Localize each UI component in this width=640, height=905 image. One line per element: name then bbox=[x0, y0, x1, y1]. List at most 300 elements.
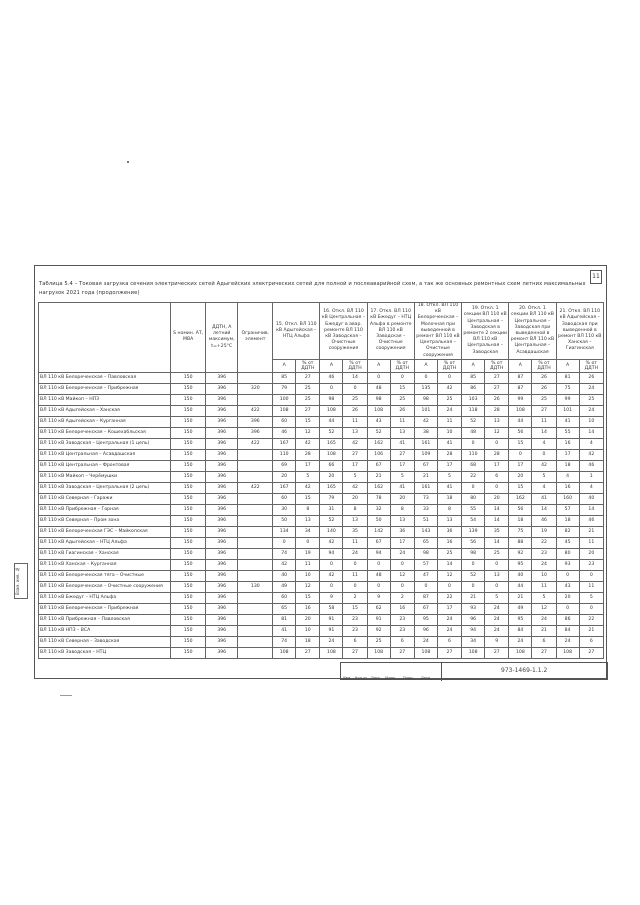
table-row bbox=[39, 625, 604, 636]
amp-value: 51 bbox=[414, 515, 437, 526]
amp-value: 52 bbox=[462, 416, 485, 427]
amp-value: 91 bbox=[320, 625, 343, 636]
amp-value: 41 bbox=[556, 416, 579, 427]
page-number: 11 bbox=[590, 270, 602, 284]
amp-value: 69 bbox=[273, 460, 296, 471]
scan-speck-2 bbox=[60, 695, 72, 696]
percent-value: 23 bbox=[390, 625, 414, 636]
percent-value: 26 bbox=[532, 383, 556, 394]
table-row bbox=[39, 515, 604, 526]
amp-value: 9 bbox=[367, 592, 390, 603]
percent-value: 5 bbox=[579, 592, 603, 603]
amp-value: 31 bbox=[320, 504, 343, 515]
table-row bbox=[39, 526, 604, 537]
amp-value: 160 bbox=[556, 493, 579, 504]
limit-value bbox=[238, 570, 273, 581]
percent-value: 0 bbox=[579, 570, 603, 581]
percent-value: 10 bbox=[437, 427, 461, 438]
percent-value: 41 bbox=[390, 482, 414, 493]
ddtn-value: 396 bbox=[205, 394, 238, 405]
percent-value: 26 bbox=[532, 372, 556, 383]
snom-value: 150 bbox=[171, 570, 206, 581]
percent-value: 36 bbox=[437, 526, 461, 537]
limit-value bbox=[238, 471, 273, 482]
line-name: ВЛ 110 кВ Ханская – Курганная bbox=[39, 559, 171, 570]
percent-value: 23 bbox=[579, 559, 603, 570]
amp-value: 32 bbox=[367, 504, 390, 515]
percent-value: 5 bbox=[390, 471, 414, 482]
limit-value bbox=[238, 592, 273, 603]
limit-value bbox=[238, 460, 273, 471]
amp-value: 18 bbox=[556, 460, 579, 471]
amp-value: 86 bbox=[556, 614, 579, 625]
percent-value: 5 bbox=[343, 471, 367, 482]
percent-value: 27 bbox=[296, 372, 320, 383]
percent-value: 14 bbox=[485, 537, 509, 548]
amp-value: 40 bbox=[509, 570, 532, 581]
line-name: ВЛ 110 кВ Майкоп – Черёмушки bbox=[39, 471, 171, 482]
table-row bbox=[39, 372, 604, 383]
amp-value: 52 bbox=[462, 570, 485, 581]
amp-value: 0 bbox=[367, 372, 390, 383]
limit-value bbox=[238, 603, 273, 614]
percent-value: 12 bbox=[296, 581, 320, 592]
header-amp: А bbox=[273, 359, 296, 372]
ddtn-value: 396 bbox=[205, 570, 238, 581]
percent-value: 6 bbox=[579, 636, 603, 647]
amp-value: 58 bbox=[320, 603, 343, 614]
limit-value bbox=[238, 372, 273, 383]
amp-value: 98 bbox=[462, 548, 485, 559]
amp-value: 110 bbox=[462, 449, 485, 460]
amp-value: 21 bbox=[462, 592, 485, 603]
amp-value: 88 bbox=[509, 537, 532, 548]
ddtn-value: 396 bbox=[205, 372, 238, 383]
line-name: ВЛ 110 кВ Центральная – Асавдашская bbox=[39, 449, 171, 460]
percent-value: 11 bbox=[343, 570, 367, 581]
percent-value: 20 bbox=[579, 548, 603, 559]
percent-value: 27 bbox=[485, 383, 509, 394]
amp-value: 0 bbox=[462, 559, 485, 570]
header-scenario: 15. Откл. ВЛ 110 кВ Адыгейская – НТЦ Альфа bbox=[273, 303, 320, 360]
table-row bbox=[39, 647, 604, 658]
ddtn-value: 396 bbox=[205, 504, 238, 515]
table-row bbox=[39, 427, 604, 438]
percent-value: 8 bbox=[390, 504, 414, 515]
amp-value: 101 bbox=[414, 405, 437, 416]
ddtn-value: 396 bbox=[205, 625, 238, 636]
amp-value: 0 bbox=[414, 372, 437, 383]
amp-value: 20 bbox=[509, 471, 532, 482]
ddtn-value: 396 bbox=[205, 636, 238, 647]
ddtn-value: 396 bbox=[205, 614, 238, 625]
table-row bbox=[39, 559, 604, 570]
amp-value: 139 bbox=[462, 526, 485, 537]
snom-value: 150 bbox=[171, 504, 206, 515]
percent-value: 25 bbox=[296, 383, 320, 394]
amp-value: 42 bbox=[414, 416, 437, 427]
amp-value: 98 bbox=[414, 394, 437, 405]
line-name: ВЛ 110 кВ Заводская – Центральная (2 цепь) bbox=[39, 482, 171, 493]
table-row bbox=[39, 548, 604, 559]
amp-value: 0 bbox=[367, 581, 390, 592]
percent-value: 42 bbox=[296, 482, 320, 493]
amp-value: 103 bbox=[462, 394, 485, 405]
amp-value: 17 bbox=[556, 449, 579, 460]
amp-value: 48 bbox=[462, 427, 485, 438]
percent-value: 8 bbox=[343, 504, 367, 515]
amp-value: 38 bbox=[414, 427, 437, 438]
ddtn-value: 396 bbox=[205, 493, 238, 504]
amp-value: 42 bbox=[320, 537, 343, 548]
percent-value: 41 bbox=[437, 482, 461, 493]
table-row bbox=[39, 614, 604, 625]
percent-value: 28 bbox=[296, 449, 320, 460]
ddtn-value: 396 bbox=[205, 537, 238, 548]
percent-value: 18 bbox=[437, 493, 461, 504]
amp-value: 16 bbox=[556, 482, 579, 493]
percent-value: 24 bbox=[532, 559, 556, 570]
percent-value: 27 bbox=[485, 372, 509, 383]
amp-value: 42 bbox=[273, 559, 296, 570]
amp-value: 100 bbox=[273, 394, 296, 405]
ddtn-value: 396 bbox=[205, 460, 238, 471]
percent-value: 20 bbox=[390, 493, 414, 504]
title-block-cell: Подп. bbox=[403, 676, 414, 680]
limit-value bbox=[238, 493, 273, 504]
amp-value: 67 bbox=[414, 460, 437, 471]
snom-value: 150 bbox=[171, 427, 206, 438]
amp-value: 54 bbox=[462, 515, 485, 526]
amp-value: 60 bbox=[273, 592, 296, 603]
amp-value: 162 bbox=[509, 493, 532, 504]
amp-value: 46 bbox=[273, 427, 296, 438]
percent-value: 0 bbox=[532, 449, 556, 460]
percent-value: 0 bbox=[437, 581, 461, 592]
limit-value bbox=[238, 394, 273, 405]
amp-value: 57 bbox=[556, 504, 579, 515]
percent-value: 13 bbox=[296, 515, 320, 526]
amp-value: 56 bbox=[509, 504, 532, 515]
amp-value: 24 bbox=[414, 636, 437, 647]
snom-value: 150 bbox=[171, 559, 206, 570]
amp-value: 101 bbox=[556, 405, 579, 416]
percent-value: 11 bbox=[532, 581, 556, 592]
limit-value bbox=[238, 647, 273, 658]
percent-value: 25 bbox=[390, 394, 414, 405]
amp-value: 50 bbox=[367, 515, 390, 526]
amp-value: 41 bbox=[273, 625, 296, 636]
amp-value: 21 bbox=[414, 471, 437, 482]
percent-value: 1 bbox=[579, 471, 603, 482]
snom-value: 150 bbox=[171, 383, 206, 394]
snom-value: 150 bbox=[171, 647, 206, 658]
amp-value: 85 bbox=[273, 372, 296, 383]
header-scenario: 18. Откл. ВЛ 110 кВ Белореченская – Молочная при выведенной в ремонт ВЛ 110 кВ Центральная – Очистные сооружения bbox=[416, 303, 460, 358]
percent-value: 17 bbox=[485, 460, 509, 471]
header-limit: Ограничив. элемент bbox=[238, 303, 273, 373]
percent-value: 10 bbox=[296, 570, 320, 581]
amp-value: 167 bbox=[273, 438, 296, 449]
percent-value: 27 bbox=[532, 405, 556, 416]
percent-value: 34 bbox=[296, 526, 320, 537]
amp-value: 165 bbox=[320, 482, 343, 493]
percent-value: 27 bbox=[296, 405, 320, 416]
snom-value: 150 bbox=[171, 614, 206, 625]
amp-value: 0 bbox=[320, 383, 343, 394]
table-row bbox=[39, 460, 604, 471]
percent-value: 19 bbox=[296, 548, 320, 559]
percent-value: 8 bbox=[296, 504, 320, 515]
percent-value: 42 bbox=[579, 449, 603, 460]
amp-value: 162 bbox=[367, 482, 390, 493]
percent-value: 22 bbox=[579, 614, 603, 625]
amp-value: 9 bbox=[320, 592, 343, 603]
amp-value: 94 bbox=[367, 548, 390, 559]
header-percent: % от ДДТН bbox=[390, 359, 414, 372]
ddtn-value: 396 bbox=[205, 592, 238, 603]
amp-value: 24 bbox=[556, 636, 579, 647]
amp-value: 82 bbox=[556, 526, 579, 537]
amp-value: 108 bbox=[273, 405, 296, 416]
amp-value: 57 bbox=[414, 559, 437, 570]
amp-value: 106 bbox=[367, 449, 390, 460]
percent-value: 25 bbox=[437, 394, 461, 405]
percent-value: 25 bbox=[579, 394, 603, 405]
table-row bbox=[39, 449, 604, 460]
header-percent: % от ДДТН bbox=[485, 359, 509, 372]
amp-value: 17 bbox=[509, 460, 532, 471]
amp-value: 24 bbox=[509, 636, 532, 647]
percent-value: 22 bbox=[532, 537, 556, 548]
percent-value: 6 bbox=[343, 636, 367, 647]
amp-value: 49 bbox=[509, 603, 532, 614]
percent-value: 16 bbox=[390, 603, 414, 614]
amp-value: 0 bbox=[414, 581, 437, 592]
line-name: ВЛ 110 кВ Адыгейская – Ханская bbox=[39, 405, 171, 416]
amp-value: 34 bbox=[462, 636, 485, 647]
amp-value: 44 bbox=[320, 416, 343, 427]
percent-value: 4 bbox=[532, 482, 556, 493]
percent-value: 21 bbox=[579, 526, 603, 537]
percent-value: 27 bbox=[390, 449, 414, 460]
amp-value: 135 bbox=[414, 383, 437, 394]
limit-value bbox=[238, 526, 273, 537]
percent-value: 10 bbox=[296, 625, 320, 636]
line-name: ВЛ 110 кВ Гиагинская – Ханская bbox=[39, 548, 171, 559]
limit-value bbox=[238, 504, 273, 515]
limit-value bbox=[238, 559, 273, 570]
percent-value: 16 bbox=[296, 603, 320, 614]
percent-value: 27 bbox=[532, 647, 556, 658]
amp-value: 43 bbox=[556, 581, 579, 592]
percent-value: 14 bbox=[485, 515, 509, 526]
percent-value: 12 bbox=[390, 570, 414, 581]
snom-value: 150 bbox=[171, 493, 206, 504]
ddtn-value: 396 bbox=[205, 603, 238, 614]
percent-value: 11 bbox=[390, 416, 414, 427]
percent-value: 14 bbox=[532, 427, 556, 438]
amp-value: 81 bbox=[273, 614, 296, 625]
amp-value: 47 bbox=[414, 570, 437, 581]
amp-value: 92 bbox=[509, 548, 532, 559]
limit-value: 422 bbox=[238, 438, 273, 449]
snom-value: 150 bbox=[171, 405, 206, 416]
ddtn-value: 396 bbox=[205, 482, 238, 493]
amp-value: 48 bbox=[367, 570, 390, 581]
limit-value: 130 bbox=[238, 581, 273, 592]
snom-value: 150 bbox=[171, 482, 206, 493]
amp-value: 0 bbox=[462, 581, 485, 592]
percent-value: 26 bbox=[579, 372, 603, 383]
amp-value: 108 bbox=[462, 647, 485, 658]
percent-value: 19 bbox=[532, 526, 556, 537]
percent-value: 27 bbox=[390, 647, 414, 658]
amp-value: 46 bbox=[320, 372, 343, 383]
percent-value: 4 bbox=[579, 482, 603, 493]
table-row bbox=[39, 383, 604, 394]
amp-value: 91 bbox=[367, 614, 390, 625]
amp-value: 15 bbox=[509, 438, 532, 449]
amp-value: 55 bbox=[462, 504, 485, 515]
amp-value: 108 bbox=[273, 647, 296, 658]
percent-value: 26 bbox=[390, 405, 414, 416]
percent-value: 6 bbox=[485, 471, 509, 482]
amp-value: 108 bbox=[414, 647, 437, 658]
percent-value: 24 bbox=[485, 614, 509, 625]
ddtn-value: 396 bbox=[205, 438, 238, 449]
table-row bbox=[39, 416, 604, 427]
percent-value: 14 bbox=[485, 504, 509, 515]
amp-value: 15 bbox=[509, 482, 532, 493]
amp-value: 52 bbox=[320, 515, 343, 526]
table-row bbox=[39, 394, 604, 405]
percent-value: 13 bbox=[485, 416, 509, 427]
line-name: ВЛ 110 кВ Центральная – Фронтовая bbox=[39, 460, 171, 471]
percent-value: 41 bbox=[437, 438, 461, 449]
limit-value bbox=[238, 614, 273, 625]
header-amp: А bbox=[462, 359, 485, 372]
percent-value: 27 bbox=[579, 647, 603, 658]
percent-value: 13 bbox=[437, 515, 461, 526]
percent-value: 42 bbox=[343, 438, 367, 449]
amp-value: 140 bbox=[320, 526, 343, 537]
table-caption: Таблица 5.4 – Токовая загрузка сечения электрических сетей Адыгейских электрических сетей для полной и послеаварийной схем, а так же основных ремонтных схем летних максимальных нагрузок 2021 года (продолжение) bbox=[39, 281, 586, 296]
ddtn-value: 396 bbox=[205, 581, 238, 592]
line-name: ВЛ 110 кВ Адыгейская – НТЦ Альфа bbox=[39, 537, 171, 548]
percent-value: 0 bbox=[485, 438, 509, 449]
amp-value: 49 bbox=[273, 581, 296, 592]
limit-value bbox=[238, 449, 273, 460]
amp-value: 0 bbox=[462, 482, 485, 493]
percent-value: 21 bbox=[532, 625, 556, 636]
line-name: ВЛ 110 кВ Белореченская – Очистные сооружения bbox=[39, 581, 171, 592]
amp-value: 60 bbox=[273, 416, 296, 427]
amp-value: 98 bbox=[367, 394, 390, 405]
percent-value: 14 bbox=[579, 427, 603, 438]
percent-value: 0 bbox=[579, 603, 603, 614]
amp-value: 22 bbox=[462, 471, 485, 482]
amp-value: 84 bbox=[509, 625, 532, 636]
percent-value: 10 bbox=[532, 570, 556, 581]
percent-value: 24 bbox=[579, 405, 603, 416]
amp-value: 134 bbox=[273, 526, 296, 537]
line-name: ВЛ 110 кВ Северная – Пром зона bbox=[39, 515, 171, 526]
percent-value: 27 bbox=[437, 647, 461, 658]
amp-value: 75 bbox=[509, 526, 532, 537]
line-name: ВЛ 110 кВ Белореченская – Кошехабльская bbox=[39, 427, 171, 438]
percent-value: 40 bbox=[579, 493, 603, 504]
amp-value: 20 bbox=[320, 471, 343, 482]
percent-value: 35 bbox=[485, 526, 509, 537]
amp-value: 91 bbox=[320, 614, 343, 625]
amp-value: 75 bbox=[556, 383, 579, 394]
line-name: ВЛ 110 кВ Белореченская ГЭС – Майкопская bbox=[39, 526, 171, 537]
table-row bbox=[39, 504, 604, 515]
amp-value: 43 bbox=[367, 416, 390, 427]
ddtn-value: 396 bbox=[205, 647, 238, 658]
percent-value: 27 bbox=[485, 647, 509, 658]
percent-value: 12 bbox=[532, 603, 556, 614]
percent-value: 24 bbox=[437, 405, 461, 416]
snom-value: 150 bbox=[171, 515, 206, 526]
percent-value: 14 bbox=[437, 559, 461, 570]
percent-value: 41 bbox=[390, 438, 414, 449]
percent-value: 17 bbox=[390, 537, 414, 548]
title-block-cell: Лист bbox=[371, 676, 380, 680]
percent-value: 13 bbox=[390, 427, 414, 438]
percent-value: 27 bbox=[296, 647, 320, 658]
amp-value: 56 bbox=[462, 537, 485, 548]
header-amp: А bbox=[367, 359, 390, 372]
line-name: ВЛ 110 кВ Адыгейская – Курганная bbox=[39, 416, 171, 427]
percent-value: 24 bbox=[485, 625, 509, 636]
amp-value: 44 bbox=[509, 581, 532, 592]
percent-value: 2 bbox=[343, 592, 367, 603]
ddtn-value: 396 bbox=[205, 383, 238, 394]
percent-value: 24 bbox=[579, 383, 603, 394]
amp-value: 108 bbox=[556, 647, 579, 658]
limit-value: 422 bbox=[238, 405, 273, 416]
header-percent: % от ДДТН bbox=[532, 359, 556, 372]
percent-value: 5 bbox=[532, 592, 556, 603]
amp-value: 44 bbox=[509, 416, 532, 427]
line-name: ВЛ 110 кВ Прибрежная – Горная bbox=[39, 504, 171, 515]
amp-value: 95 bbox=[414, 614, 437, 625]
ddtn-value: 396 bbox=[205, 427, 238, 438]
percent-value: 26 bbox=[485, 394, 509, 405]
percent-value: 6 bbox=[390, 636, 414, 647]
header-scenario: 19. Откл. 1 секции ВЛ 110 кВ Центральная – Заводская в ремонте 2 секции ВЛ 110 кВ Центральная – Заводская bbox=[462, 303, 509, 360]
amp-value: 20 bbox=[273, 471, 296, 482]
line-name: ВЛ 110 кВ Северная – Заводская bbox=[39, 636, 171, 647]
amp-value: 73 bbox=[414, 493, 437, 504]
snom-value: 150 bbox=[171, 625, 206, 636]
snom-value: 150 bbox=[171, 394, 206, 405]
amp-value: 96 bbox=[414, 625, 437, 636]
limit-value bbox=[238, 625, 273, 636]
snom-value: 150 bbox=[171, 592, 206, 603]
percent-value: 15 bbox=[343, 603, 367, 614]
limit-value: 396 bbox=[238, 427, 273, 438]
percent-value: 13 bbox=[343, 427, 367, 438]
snom-value: 150 bbox=[171, 449, 206, 460]
percent-value: 28 bbox=[485, 449, 509, 460]
percent-value: 25 bbox=[532, 394, 556, 405]
amp-value: 85 bbox=[462, 372, 485, 383]
amp-value: 67 bbox=[367, 460, 390, 471]
ddtn-value: 396 bbox=[205, 471, 238, 482]
